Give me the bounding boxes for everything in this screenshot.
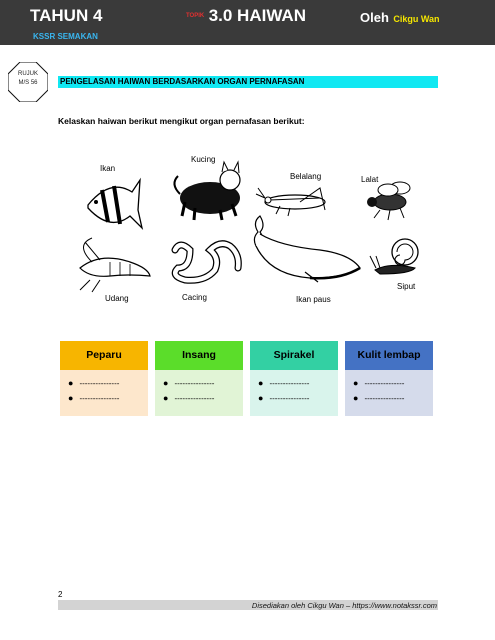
category-heading: Kulit lembap (345, 341, 433, 370)
category-spirakel (250, 341, 338, 416)
category-heading: Spirakel (250, 341, 338, 370)
label-belalang: Belalang (290, 172, 322, 181)
label-siput: Siput (397, 282, 416, 291)
label-ikan: Ikan (100, 164, 116, 173)
fly-icon (367, 182, 410, 220)
category-answer-area[interactable] (345, 370, 433, 416)
answer-line[interactable]: ● --------------- (353, 378, 405, 388)
author-name: Cikgu Wan (393, 14, 440, 24)
instruction-text: Kelaskan haiwan berikut mengikut organ pernafasan berikut: (58, 116, 305, 126)
author-prefix: Oleh (360, 10, 389, 25)
category-answer-area[interactable] (155, 370, 243, 416)
page-number: 2 (58, 590, 63, 599)
answer-line[interactable]: ● --------------- (163, 393, 215, 403)
topic-label: TOPIK (186, 13, 205, 19)
footer-credit: Disediakan oleh Cikgu Wan – https://www.notakssr.com (251, 601, 437, 610)
section-title: PENGELASAN HAIWAN BERDASARKAN ORGAN PERNAFASAN (60, 77, 305, 86)
category-answer-area[interactable] (250, 370, 338, 416)
prawn-icon (80, 238, 150, 292)
reference-badge-text (8, 70, 48, 88)
fish-icon (88, 180, 142, 228)
grasshopper-icon (256, 188, 325, 216)
topic-title: 3.0 HAIWAN (208, 6, 306, 25)
grade-title: TAHUN 4 (30, 6, 103, 25)
answer-line[interactable]: ● --------------- (258, 378, 310, 388)
answer-line[interactable]: ● --------------- (68, 393, 120, 403)
label-kucing: Kucing (191, 155, 216, 164)
topic-heading (186, 6, 306, 26)
answer-line[interactable]: ● --------------- (353, 393, 405, 403)
label-cacing: Cacing (182, 293, 207, 302)
reference-line2: M/S 56 (18, 80, 38, 86)
answer-line[interactable]: ● --------------- (68, 378, 120, 388)
animal-illustrations (70, 150, 440, 310)
answer-line[interactable]: ● --------------- (258, 393, 310, 403)
category-heading: Insang (155, 341, 243, 370)
label-udang: Udang (105, 294, 129, 303)
whale-icon (254, 216, 360, 282)
cat-icon (174, 162, 240, 220)
label-ikan-paus: Ikan paus (296, 295, 331, 304)
snail-icon (370, 239, 418, 274)
category-heading: Peparu (60, 341, 148, 370)
category-insang (155, 341, 243, 416)
author-heading (360, 9, 440, 27)
reference-line1: RUJUK (17, 71, 38, 77)
category-kulit-lembap (345, 341, 433, 416)
label-lalat: Lalat (361, 175, 379, 184)
category-answer-area[interactable] (60, 370, 148, 416)
worm-icon (175, 244, 238, 281)
category-peparu (60, 341, 148, 416)
curriculum-label: KSSR SEMAKAN (33, 32, 98, 41)
header-bar (0, 0, 495, 45)
answer-line[interactable]: ● --------------- (163, 378, 215, 388)
